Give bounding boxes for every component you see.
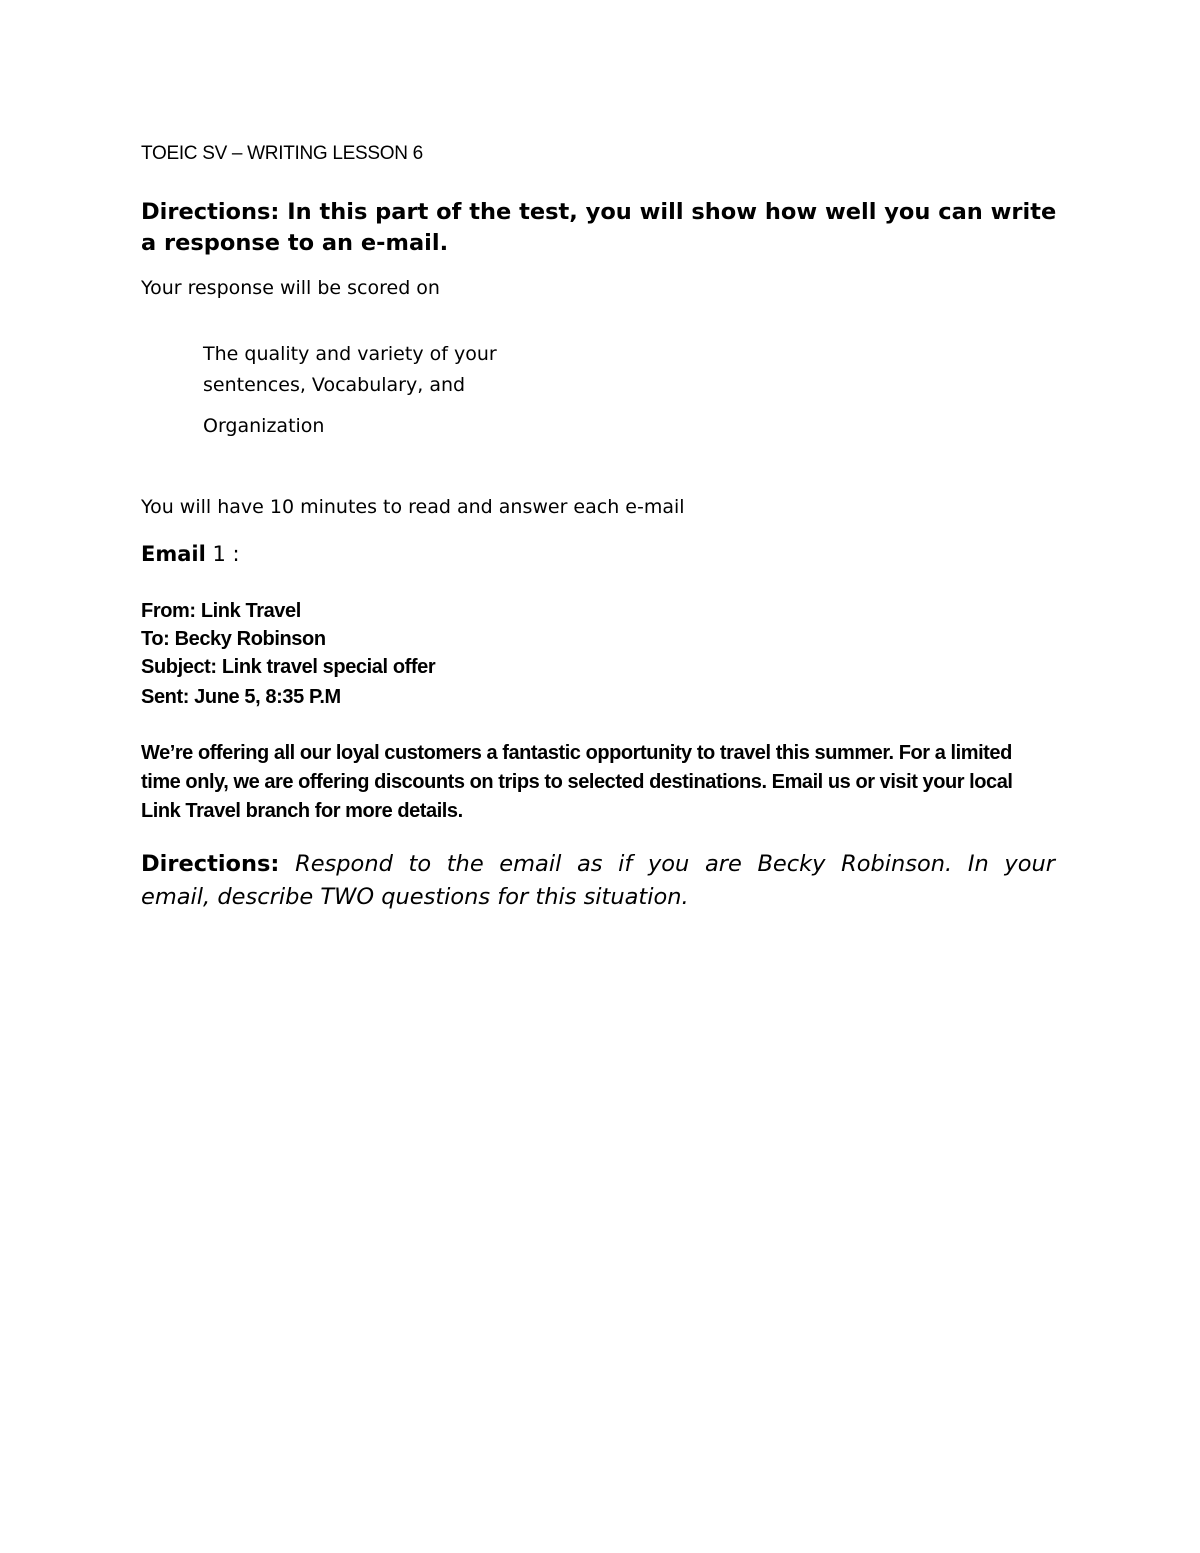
response-directions-line-1 <box>141 851 1055 877</box>
email-sent: Sent: June 5, 8:35 P.M <box>141 686 341 708</box>
email-subject: Subject: Link travel special offer <box>141 656 436 678</box>
criteria-line-3: Organization <box>203 415 325 437</box>
email-heading-label: Email <box>141 542 206 566</box>
email-to: To: Becky Robinson <box>141 628 326 650</box>
email-body-line-1: We’re offering all our loyal customers a fantastic opportunity to travel this summer. For a limited <box>141 742 1012 764</box>
response-directions-line-2: email, describe TWO questions for this situation. <box>141 884 689 910</box>
email-heading <box>141 542 240 566</box>
time-note: You will have 10 minutes to read and answer each e-mail <box>141 496 685 518</box>
response-directions-text-1: Respond to the email as if you are Becky Robinson. In your <box>279 851 1055 877</box>
directions-intro: Directions: In this part of the test, you will show how well you can write a response to an e-mail. <box>141 199 1057 256</box>
document-title: TOEIC SV – WRITING LESSON 6 <box>141 143 423 164</box>
scoring-criteria-list <box>203 339 497 401</box>
score-intro: Your response will be scored on <box>141 277 440 299</box>
response-directions-label: Directions: <box>141 851 280 877</box>
criteria-line-1: The quality and variety of your <box>203 343 497 365</box>
email-heading-number: 1 : <box>205 542 240 566</box>
criteria-line-2: sentences, Vocabulary, and <box>203 374 466 396</box>
email-from: From: Link Travel <box>141 600 301 622</box>
email-body-line-3: Link Travel branch for more details. <box>141 800 463 822</box>
email-body-line-2: time only, we are offering discounts on trips to selected destinations. Email us or visit your local <box>141 771 1013 793</box>
